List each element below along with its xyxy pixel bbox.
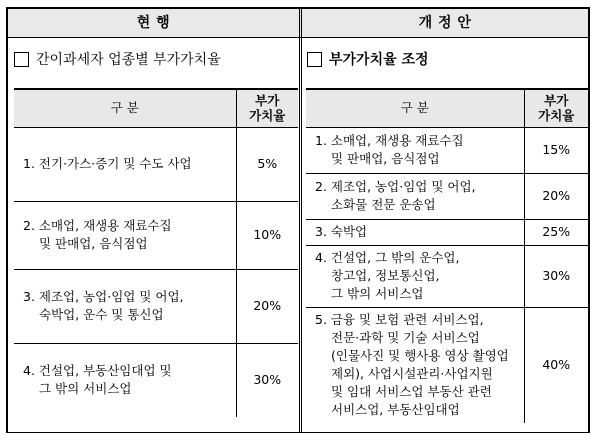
category-text-line: 소화물 전문 운송업 <box>331 197 436 212</box>
category-text-line: 그 밖의 서비스업 <box>331 286 424 301</box>
category-text-line: 4. 건설업, 그 밖의 운수업, <box>315 250 460 265</box>
category-cell <box>14 127 236 201</box>
category-text-line: 전문·과학 및 기술 서비스업 <box>331 330 480 346</box>
category-column-header: 구 분 <box>14 89 236 127</box>
category-text-line: 1. 전기·가스·증기 및 수도 사업 <box>23 156 192 171</box>
revised-rate-table <box>306 88 588 423</box>
rate-column-header <box>236 89 298 127</box>
table-row <box>14 127 298 201</box>
current-section-title <box>14 49 298 71</box>
category-text-line: 서비스업, 부동산임대업 <box>331 402 460 418</box>
rate-column-header <box>524 89 588 127</box>
table-row <box>306 173 588 219</box>
category-cell <box>306 173 524 219</box>
category-text-line: 5. 금융 및 보험 관련 서비스업, <box>315 312 484 328</box>
category-text-line: 1. 소매업, 재생용 재료수집 <box>315 133 464 148</box>
rate-cell: 20% <box>524 173 588 219</box>
category-text-line: 및 판매업, 음식점업 <box>39 236 148 251</box>
rate-cell: 30% <box>524 245 588 307</box>
category-cell <box>306 127 524 173</box>
category-text-line: 그 밖의 서비스업 <box>39 381 132 397</box>
column-divider <box>299 9 302 433</box>
table-row <box>14 269 298 343</box>
current-rate-table <box>14 88 298 417</box>
rate-column-header-line: 가치율 <box>538 108 575 124</box>
category-text-line: 숙박업, 운수 및 통신업 <box>39 307 164 322</box>
column-header-row <box>8 9 588 38</box>
category-text-line: 2. 소매업, 재생용 재료수집 <box>23 218 172 233</box>
revised-section-title-text: 부가가치율 조정 <box>329 52 429 68</box>
rate-cell: 10% <box>236 201 298 269</box>
category-cell <box>306 219 524 245</box>
category-text-line: 3. 제조업, 농업·임업 및 어업, <box>23 289 184 304</box>
category-text-line: 및 판매업, 음식점업 <box>331 151 440 166</box>
category-text-line: (인물사진 및 행사용 영상 촬영업 <box>331 348 509 364</box>
rate-cell: 30% <box>236 343 298 417</box>
category-cell <box>306 307 524 423</box>
table-row <box>14 343 298 417</box>
comparison-table-frame <box>6 7 590 433</box>
category-cell <box>14 269 236 343</box>
rate-column-header-line: 부가 <box>544 93 569 109</box>
rate-cell: 25% <box>524 219 588 245</box>
table-row <box>306 245 588 307</box>
rate-cell: 5% <box>236 127 298 201</box>
rate-cell: 15% <box>524 127 588 173</box>
current-column-header: 현 행 <box>136 15 171 31</box>
revised-column-header: 개 정 안 <box>418 15 472 31</box>
category-text-line: 4. 건설업, 부동산임대업 및 <box>23 363 172 379</box>
table-row <box>306 127 588 173</box>
checkbox-icon <box>14 52 29 67</box>
category-cell <box>14 343 236 417</box>
table-header-row <box>306 89 588 127</box>
rate-column-header-line: 부가 <box>255 93 280 109</box>
table-row <box>306 219 588 245</box>
table-row <box>14 201 298 269</box>
category-cell <box>14 201 236 269</box>
table-header-row <box>14 89 298 127</box>
category-text-line: 제외), 사업시설관리·사업지원 <box>331 366 493 382</box>
checkbox-icon <box>307 52 322 67</box>
category-text-line: 창고업, 정보통신업, <box>331 268 440 283</box>
rate-column-header-line: 가치율 <box>249 108 286 124</box>
current-section-title-text: 간이과세자 업종별 부가가치율 <box>36 52 221 68</box>
category-text-line: 3. 숙박업 <box>315 224 368 239</box>
category-text-line: 2. 제조업, 농업·임업 및 어업, <box>315 179 476 194</box>
category-cell <box>306 245 524 307</box>
rate-cell: 20% <box>236 269 298 343</box>
category-column-header: 구 분 <box>306 89 524 127</box>
revised-section-title <box>307 49 587 71</box>
table-row <box>306 307 588 423</box>
rate-cell: 40% <box>524 307 588 423</box>
category-text-line: 및 임대 서비스업 부동산 관련 <box>331 384 492 400</box>
